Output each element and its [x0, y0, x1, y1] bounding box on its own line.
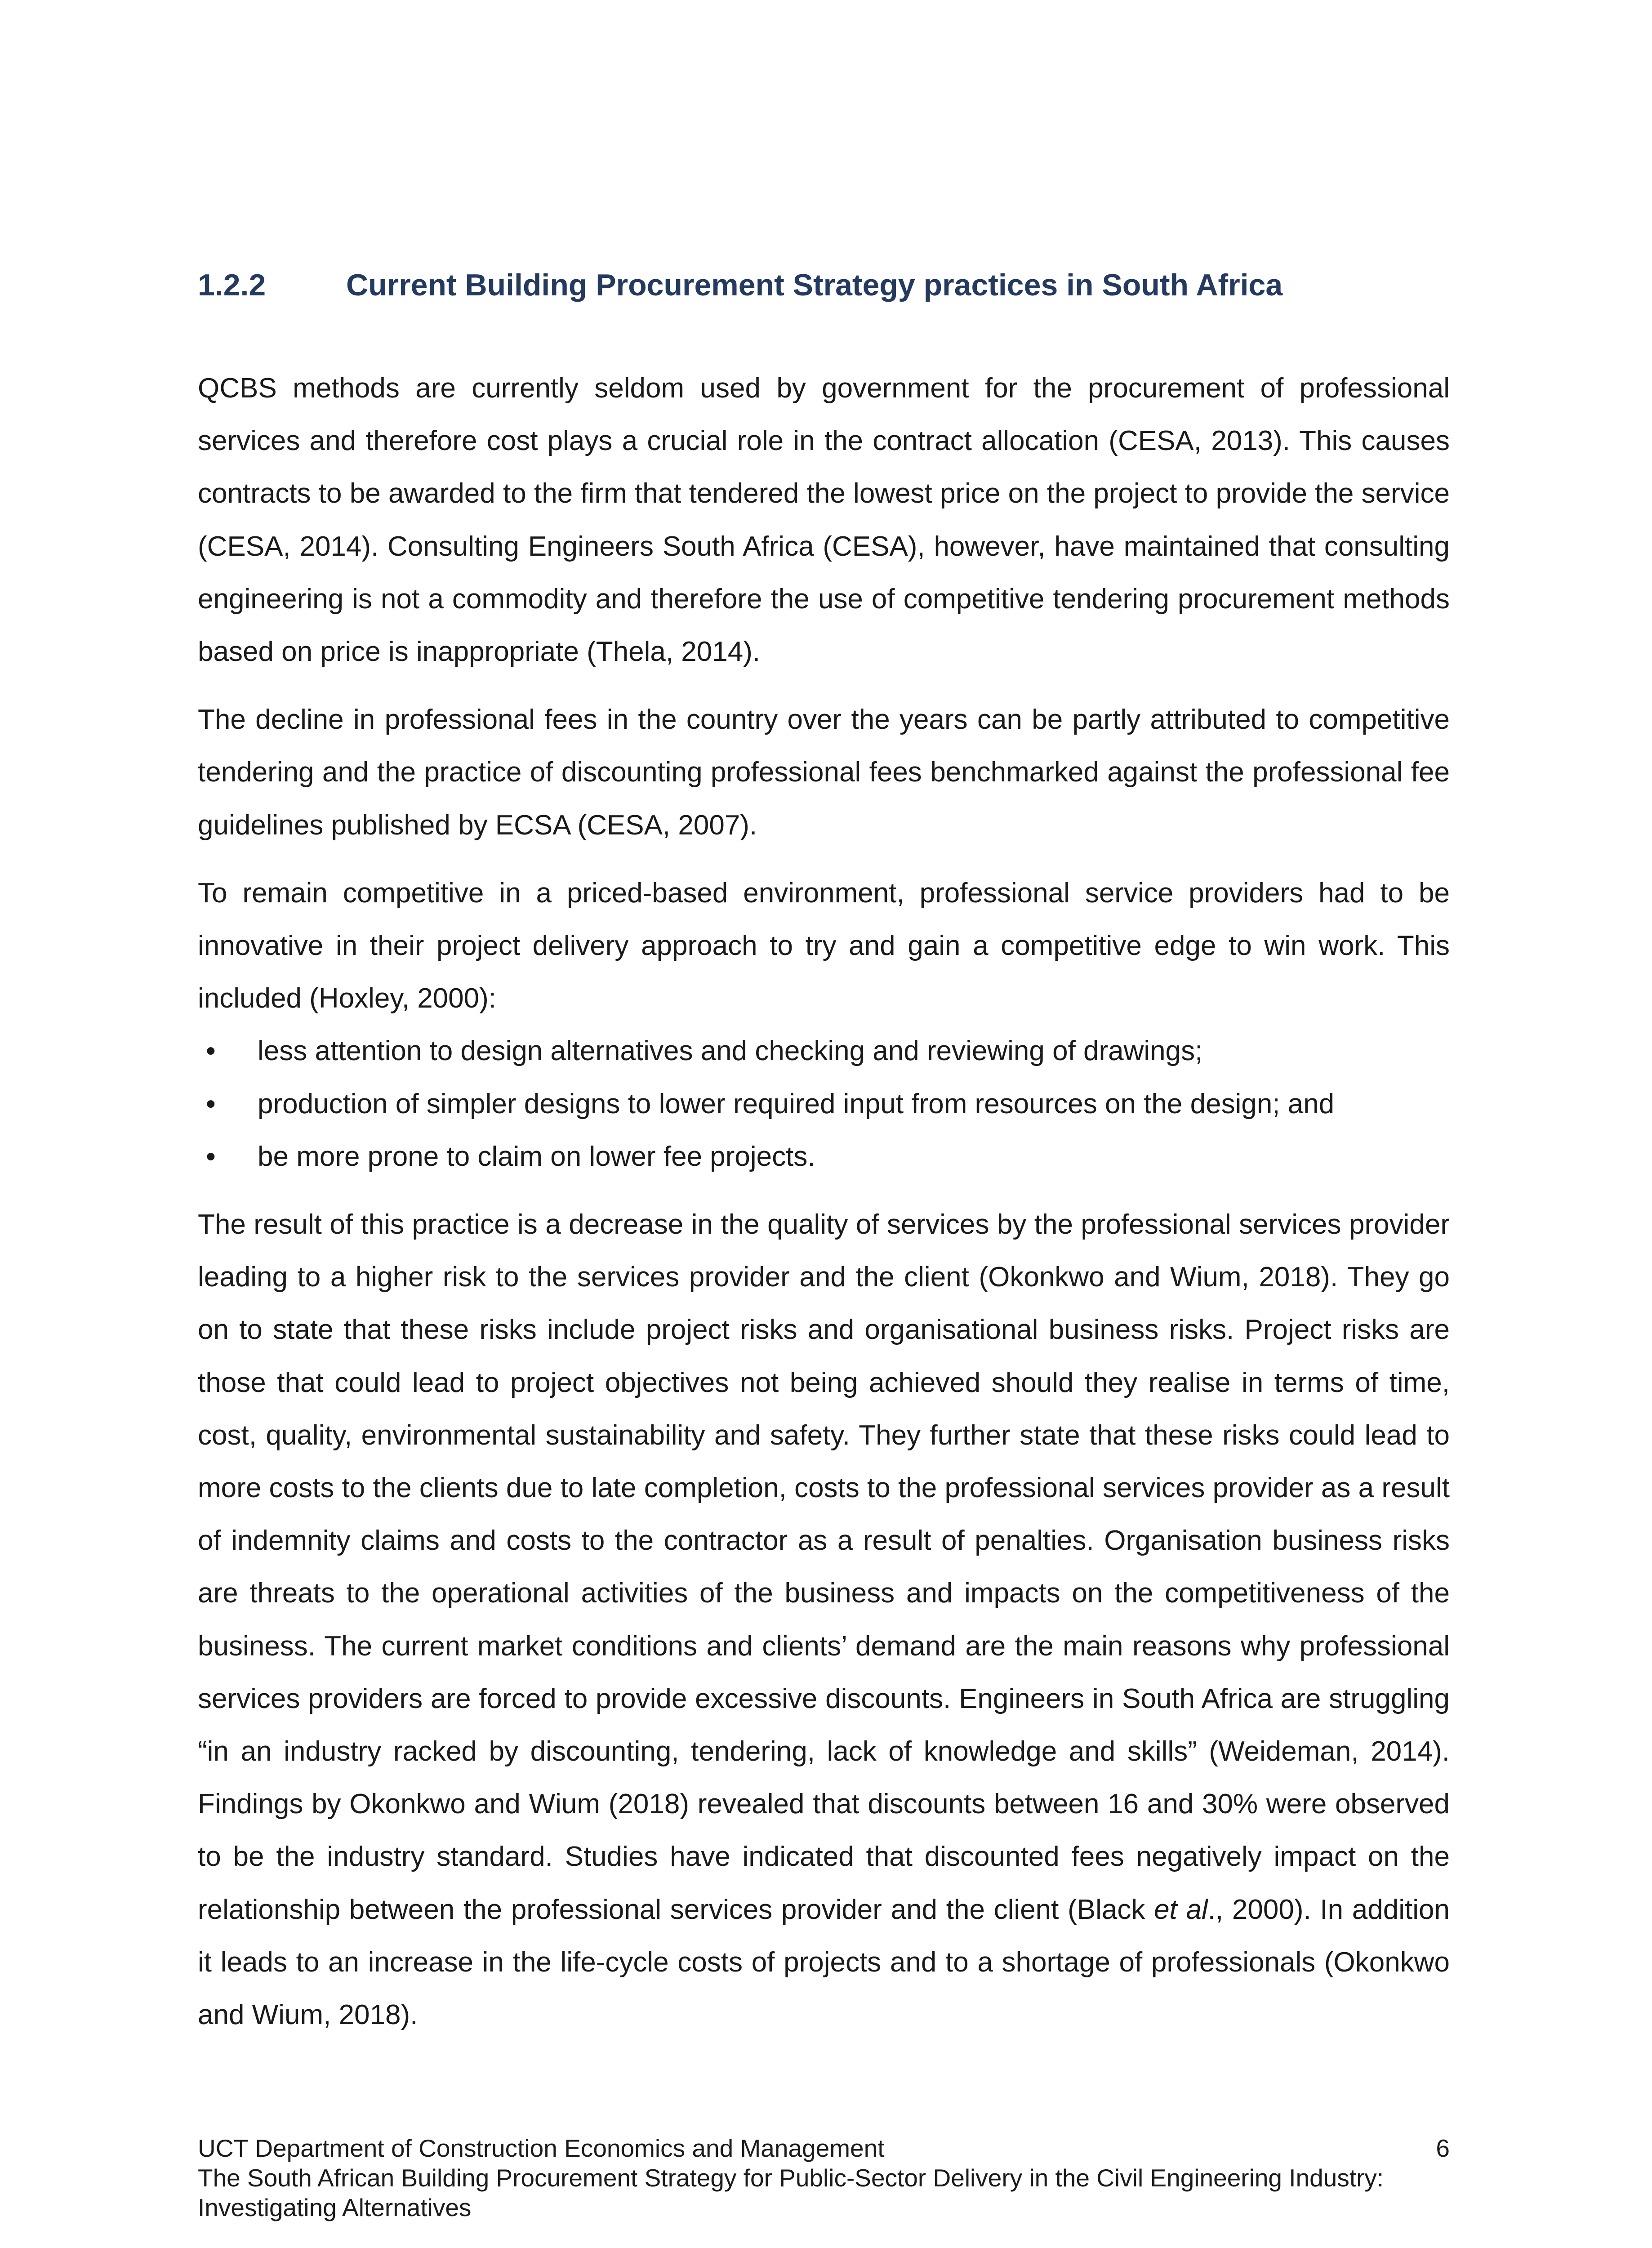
section-title: Current Building Procurement Strategy practices in South Africa — [346, 268, 1283, 302]
paragraph-qcbs: QCBS methods are currently seldom used by government for the procurement of professional services and therefore cost plays a crucial role in the contract allocation (CESA, 2013). This causes contracts to be awarded to the firm that tendered the lowest price on the project to provide the service (CESA, 2014). Consulting Engineers South Africa (CESA), however, have maintained that consulting engineering is not a commodity and therefore the use of competitive tendering procurement methods based on price is inappropriate (Thela, 2014). — [198, 373, 1450, 668]
list-item-text: less attention to design alternatives and checking and reviewing of drawings; — [258, 1035, 1203, 1067]
list-item — [198, 1130, 1450, 1183]
list-item — [198, 1078, 1450, 1130]
body-text — [198, 362, 1450, 2056]
list-item-text: be more prone to claim on lower fee projects. — [258, 1141, 815, 1172]
page-number: 6 — [1436, 2134, 1450, 2162]
bullet-icon: • — [206, 1035, 216, 1067]
footer-thesis-title: The South African Building Procurement Strategy for Public-Sector Delivery in the Civil Engineering Industry: Investigating Alternatives — [198, 2164, 1384, 2221]
bullet-icon: • — [206, 1141, 216, 1172]
paragraph-result-text-end: ., 2000). In addition it leads to an increase in the life-cycle costs of projects and to a shortage of professionals (Okonkwo and Wium, 2018). — [198, 1894, 1450, 2031]
footer-department: UCT Department of Construction Economics and Management — [198, 2134, 885, 2162]
list-item — [198, 1025, 1450, 1077]
paragraph-fee-decline: The decline in professional fees in the country over the years can be partly attributed to competitive tendering and the practice of discounting professional fees benchmarked against the professional fee guidelines published by ECSA (CESA, 2007). — [198, 704, 1450, 841]
paragraph-result-text: The result of this practice is a decrease in the quality of services by the professional services provider leading to a higher risk to the services provider and the client (Okonkwo and Wium, 2018). They go on to state that these risks include project risks and organisational business risks. Project risks are those that could lead to project objectives not being achieved should they realise in terms of time, cost, quality, environmental sustainability and safety. They further state that these risks could lead to more costs to the clients due to late completion, costs to the professional services provider as a result of indemnity claims and costs to the contractor as a result of penalties. Organisation business risks are threats to the operational activities of the business and impacts on the competitiveness of the business. The current market conditions and clients’ demand are the main reasons why professional services providers are forced to provide excessive discounts. Engineers in South Africa are struggling “in an industry racked by discounting, tendering, lack of knowledge and skills” (Weideman, 2014). Findings by Okonkwo and Wium (2018) revealed that discounts between 16 and 30% were observed to be the industry standard. Studies have indicated that discounted fees negatively impact on the relationship between the professional services provider and the client (Black — [198, 1209, 1450, 1925]
page-footer — [198, 2133, 1450, 2222]
section-heading — [198, 268, 1456, 303]
paragraph-competitive: To remain competitive in a priced-based environment, professional service providers had to be innovative in their project delivery approach to try and gain a competitive edge to win work. This included (Hoxley, 2000): — [198, 877, 1450, 1014]
paragraph-result — [198, 1198, 1450, 2041]
italic-et-al: et al — [1154, 1894, 1208, 1925]
bullet-list — [198, 1025, 1450, 1183]
bullet-icon: • — [206, 1088, 216, 1120]
list-item-text: production of simpler designs to lower required input from resources on the design; and — [258, 1088, 1335, 1120]
section-number: 1.2.2 — [198, 268, 266, 302]
